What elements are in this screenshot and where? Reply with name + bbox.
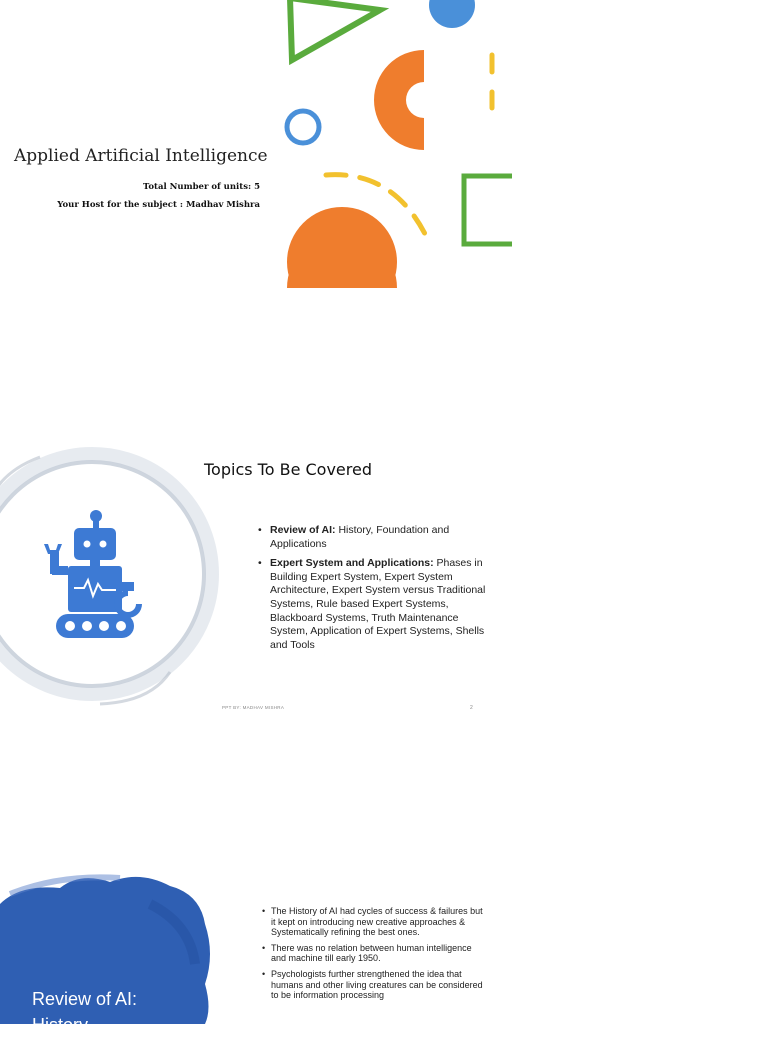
bullet-list: [262, 906, 484, 1006]
units-text: Total Number of units: 5: [143, 182, 260, 192]
blue-circle-shape: [429, 0, 475, 28]
triangle-shape: [290, 0, 380, 60]
bullet-item: • The History of AI had cycles of success & failures but it kept on introducing new creative approaches & Systematically refining the best ones.: [262, 906, 484, 938]
topic-item: [258, 524, 488, 551]
slide-heading: [32, 986, 137, 1038]
heading-line: Review of AI:: [32, 989, 138, 1009]
slide-title: Topics To Be Covered: [204, 460, 372, 479]
square-shape: [464, 176, 512, 244]
heading-line: History: [32, 1015, 89, 1035]
page-number: 2: [470, 705, 473, 711]
topic-text: Phases in Building Expert System, Expert System Architecture, Expert System versus Traditional Systems, Rule based Expert Systems, Blackboard Systems, Truth Maintenance System, Application of Expert Systems, Shells and Tools: [270, 557, 486, 651]
topic-heading: Review of AI:: [270, 524, 336, 536]
decorative-shapes: [0, 0, 512, 288]
arc-shape: [374, 50, 424, 150]
bullet-item: • Psychologists further strengthened the idea that humans and other living creatures can be considered to be information processing: [262, 969, 484, 1001]
topic-item: [258, 557, 488, 652]
slide-1: [0, 0, 512, 288]
topic-text: History, Foundation and Applications: [270, 524, 450, 550]
topic-heading: Expert System and Applications:: [270, 557, 434, 570]
slide-footer: PPT BY: MADHAV MISHRA: [222, 705, 285, 710]
topic-list: [258, 524, 488, 658]
host-text: Your Host for the subject : Madhav Mishra: [57, 200, 260, 210]
ring-shape: [287, 111, 319, 143]
slide-title: Applied Artificial Intelligence: [14, 146, 268, 166]
bullet-item: • There was no relation between human intelligence and machine till early 1950.: [262, 943, 484, 964]
